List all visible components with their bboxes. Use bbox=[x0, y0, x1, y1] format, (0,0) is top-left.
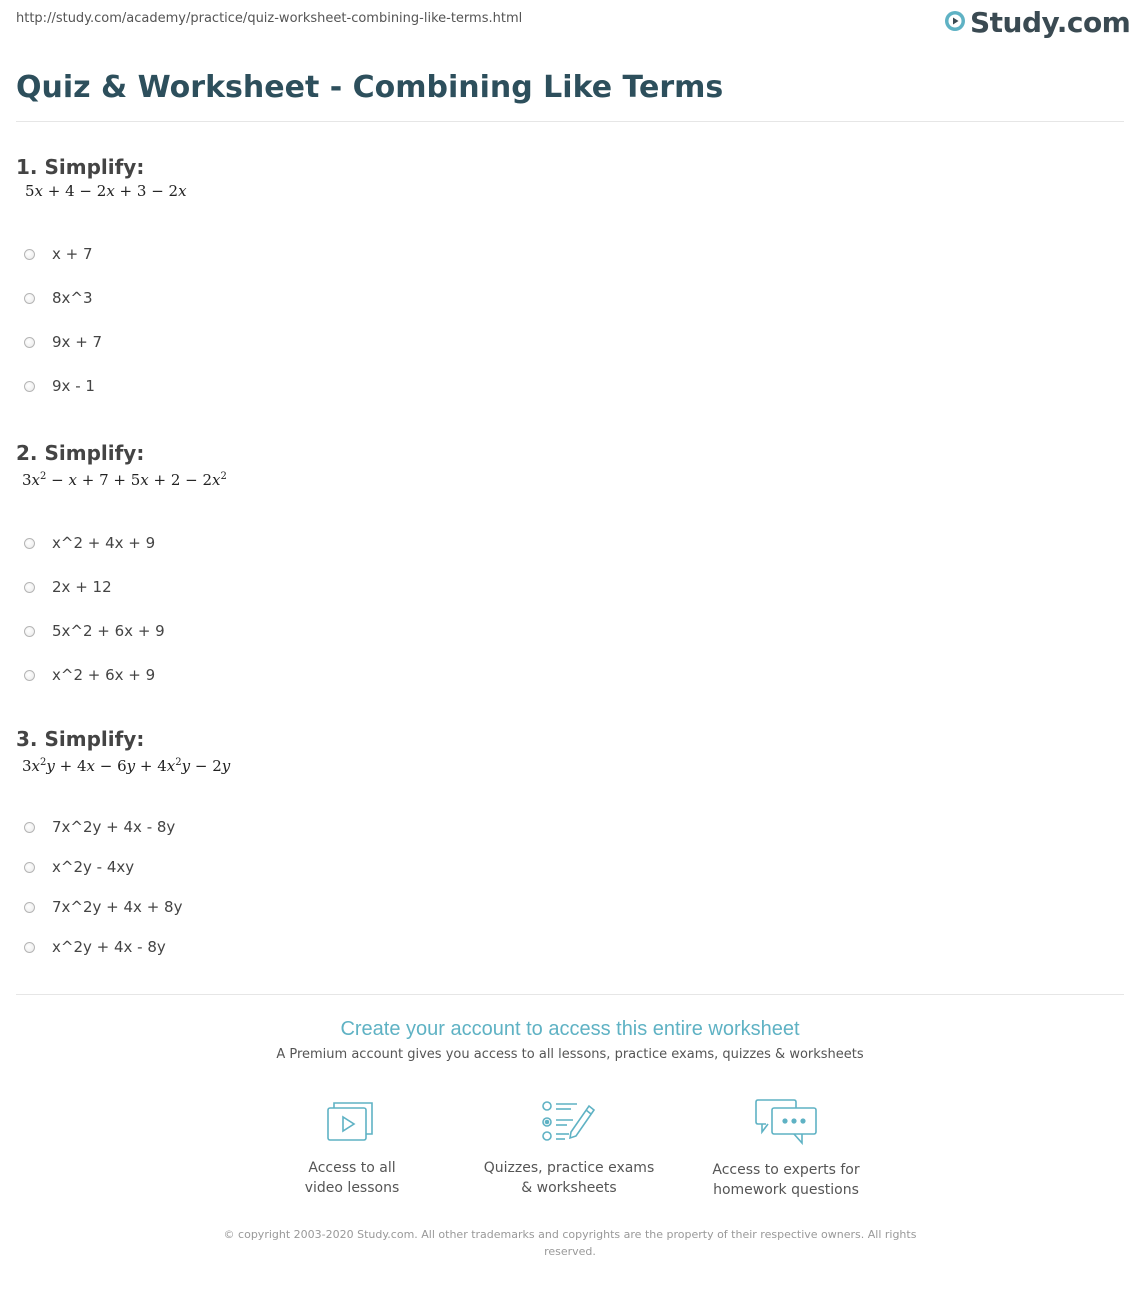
radio-icon[interactable] bbox=[24, 670, 35, 681]
feature-line-1: Access to all bbox=[308, 1160, 396, 1176]
question-title: 2. Simplify: bbox=[16, 441, 145, 465]
answer-option[interactable]: x^2y + 4x - 8y bbox=[24, 938, 166, 956]
radio-icon[interactable] bbox=[24, 337, 35, 348]
question-1 bbox=[16, 155, 1116, 395]
question-3 bbox=[16, 727, 1116, 956]
answer-option[interactable]: x^2 + 6x + 9 bbox=[24, 666, 155, 684]
radio-icon[interactable] bbox=[24, 822, 35, 833]
page-title: Quiz & Worksheet - Combining Like Terms bbox=[16, 70, 724, 105]
answer-option[interactable]: 9x + 7 bbox=[24, 333, 102, 351]
cta-title[interactable]: Create your account to access this entire worksheet bbox=[340, 1018, 800, 1040]
chat-bubbles-icon bbox=[686, 1098, 886, 1146]
question-title: 1. Simplify: bbox=[16, 155, 145, 179]
copyright-notice: © copyright 2003-2020 Study.com. All other trademarks and copyrights are the property of their respective owners. All rights reserved. bbox=[223, 1228, 917, 1258]
radio-icon[interactable] bbox=[24, 902, 35, 913]
radio-icon[interactable] bbox=[24, 538, 35, 549]
radio-icon[interactable] bbox=[24, 626, 35, 637]
question-expression: 5x + 4 − 2x + 3 − 2x bbox=[25, 182, 187, 200]
logo-text: Study.com bbox=[970, 6, 1131, 39]
radio-icon[interactable] bbox=[24, 381, 35, 392]
feature-experts bbox=[686, 1098, 886, 1200]
answer-option[interactable]: x^2y - 4xy bbox=[24, 858, 134, 876]
quiz-checklist-icon bbox=[469, 1098, 669, 1144]
cta-subtitle: A Premium account gives you access to all lessons, practice exams, quizzes & worksheets bbox=[276, 1047, 864, 1062]
question-expression: $3x^2 - x + 7 + 5x + 2 - 2x^2$ bbox=[22, 471, 227, 489]
answer-option[interactable]: x + 7 bbox=[24, 245, 93, 263]
answer-option[interactable]: 2x + 12 bbox=[24, 578, 112, 596]
feature-quizzes bbox=[469, 1098, 669, 1198]
study-logo[interactable] bbox=[944, 6, 1130, 39]
answer-option[interactable]: 7x^2y + 4x - 8y bbox=[24, 818, 175, 836]
play-circle-icon bbox=[944, 10, 966, 36]
feature-line-1: Access to experts for bbox=[712, 1162, 860, 1178]
radio-icon[interactable] bbox=[24, 942, 35, 953]
answer-option[interactable]: 7x^2y + 4x + 8y bbox=[24, 898, 182, 916]
cta-divider bbox=[16, 994, 1124, 995]
radio-icon[interactable] bbox=[24, 862, 35, 873]
page-url: http://study.com/academy/practice/quiz-worksheet-combining-like-terms.html bbox=[16, 11, 523, 26]
feature-video-lessons bbox=[252, 1098, 452, 1198]
answer-option[interactable]: 5x^2 + 6x + 9 bbox=[24, 622, 165, 640]
answer-option[interactable]: x^2 + 4x + 9 bbox=[24, 534, 155, 552]
title-divider bbox=[16, 121, 1124, 122]
question-expression: $3x^2y + 4x - 6y + 4x^2y - 2y$ bbox=[22, 757, 231, 775]
cta-section bbox=[0, 1018, 1140, 1062]
answer-option[interactable]: 9x - 1 bbox=[24, 377, 95, 395]
radio-icon[interactable] bbox=[24, 293, 35, 304]
feature-line-2: video lessons bbox=[304, 1180, 400, 1196]
feature-line-1: Quizzes, practice exams bbox=[483, 1160, 655, 1176]
question-2 bbox=[16, 441, 1116, 684]
radio-icon[interactable] bbox=[24, 249, 35, 260]
feature-line-2: homework questions bbox=[713, 1182, 859, 1198]
radio-icon[interactable] bbox=[24, 582, 35, 593]
feature-line-2: & worksheets bbox=[521, 1180, 617, 1196]
question-title: 3. Simplify: bbox=[16, 727, 145, 751]
video-lessons-icon bbox=[252, 1098, 452, 1144]
answer-option[interactable]: 8x^3 bbox=[24, 289, 93, 307]
